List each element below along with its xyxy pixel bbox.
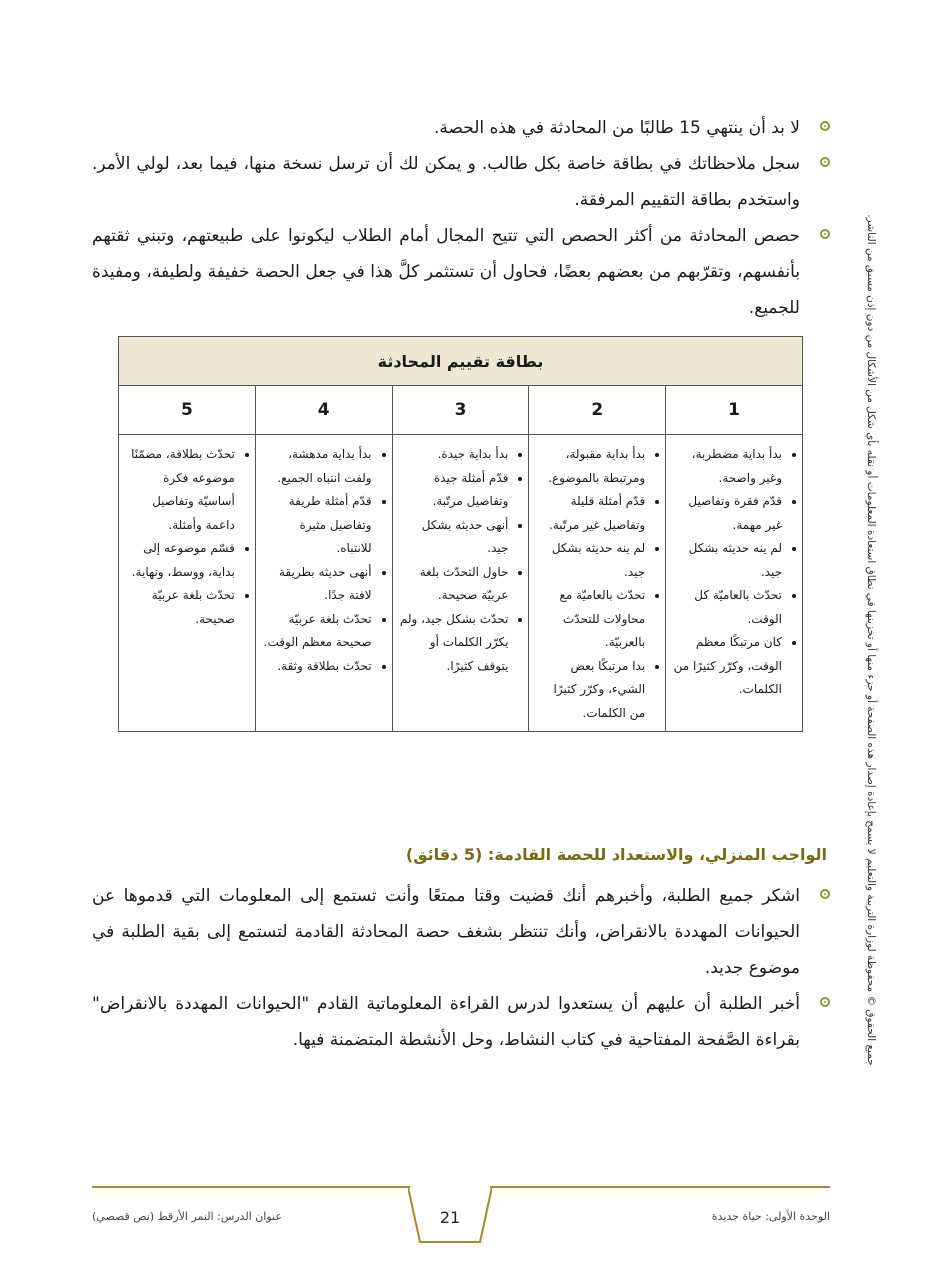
criterion: • تحدّث بالعاميّة مع محاولات للتحدّث بالعربيّة. [535,584,645,655]
intro-bullet: حصص المحادثة من أكثر الحصص التي تتيح المجال أمام الطلاب ليكونوا على طبيعتهم، وتبني ثقتهم بأنفسهم، وتقرّبهم من بعضهم بعضًا، فحاول أن تستثمر كلَّ هذا في جعل الحصة خفيفة ولطيفة، ومفيدة للجميع. [92,218,832,326]
bullet-circle-icon [820,157,830,167]
criterion: • تحدّث بالعاميّة كل الوقت. [672,584,782,631]
criterion: • بدأ بداية مقبولة، ومرتبطة بالموضوع. [535,443,645,490]
homework-bullet: اشكر جميع الطلبة، وأخبرهم أنك قضيت وقتا ممتعًا وأنت تستمع إلى المعلومات التي قدموها عن الحيوانات المهددة بالانقراض، وأنك تنتظر بشغف حصة المحادثة القادمة لتستمع إلى بقية الطلبة في موضوع جديد. [92,878,832,986]
criterion: • لم ينه حديثه بشكل جيد. [535,537,645,584]
criterion: • تحدّث بلغة عربيّة صحيحة معظم الوقت. [262,608,372,655]
footer-line-left [92,1186,410,1188]
criterion: • تحدّث بطلاقة، مضمّنًا موضوعه فكرة أساسيّة وتفاصيل داعمة وأمثلة. [125,443,235,537]
criterion: • بدأ بداية جيدة. [399,443,509,467]
bullet-circle-icon [820,889,830,899]
level-5-header: 5 [119,386,256,435]
level-4-criteria [255,435,392,732]
intro-bullet-list [92,110,832,326]
criterion: • قسّم موضوعه إلى بداية، ووسط، ونهاية. [125,537,235,584]
bullet-circle-icon [820,229,830,239]
card-title: بطاقة تقييم المحادثة [119,337,803,386]
page-number: 21 [439,1208,461,1227]
criterion: • كان مرتبكًا معظم الوقت، وكرّر كثيرًا من الكلمات. [672,631,782,702]
homework-bullet-list [92,878,832,1058]
footer-line-right [490,1186,830,1188]
criterion: • لم ينه حديثه بشكل جيد. [672,537,782,584]
criterion: • قدّم أمثلة جيدة وتفاصيل مرتّبة. [399,467,509,514]
homework-heading: الواجب المنزلي، والاستعداد للحصة القادمة: (5 دقائق) [405,845,827,864]
level-4-header: 4 [255,386,392,435]
bullet-circle-icon [820,997,830,1007]
footer-unit-title: الوحدة الأولى: حياة جديدة [711,1210,830,1223]
level-5-criteria [119,435,256,732]
criterion: • تحدّث بشكل جيد، ولم يكرّر الكلمات أو يتوقف كثيرًا. [399,608,509,679]
level-3-criteria [392,435,529,732]
criterion: • قدّم فقرة وتفاصيل غير مهمة. [672,490,782,537]
criterion: • أنهى حديثه بشكل جيد. [399,514,509,561]
criterion: • حاول التحدّث بلغة عربيّة صحيحة. [399,561,509,608]
intro-bullet: سجل ملاحظاتك في بطاقة خاصة بكل طالب. و يمكن لك أن ترسل نسخة منها، فيما بعد، لولي الأمر. واستخدم بطاقة التقييم المرفقة. [92,146,832,218]
bullet-circle-icon [820,121,830,131]
level-1-criteria [666,435,803,732]
criterion: • بدا مرتبكًا بعض الشيء، وكرّر كثيرًا من الكلمات. [535,655,645,726]
conversation-evaluation-card [118,336,803,732]
copyright-text: جميع الحقوق © محفوظة لوزارة التربية والتعليم لا يسمح بإعادة إصدار هذه الصفحة أو جزء منها أو تخزينها في نطاق استعادة المعلومات أو نقله بأي شكل من الأشكال من دون إذن مسبق من الناشر. [865,214,877,1066]
criterion: • بدأ بداية مضطربة، وغير واضحة. [672,443,782,490]
level-1-header: 1 [666,386,803,435]
criterion: • قدّم أمثلة طريفة وتفاصيل مثيرة للانتباه. [262,490,372,561]
level-2-header: 2 [529,386,666,435]
criterion: • بدأ بداية مدهشة، ولفت انتباه الجميع. [262,443,372,490]
criterion: • تحدّث بلغة عربيّة صحيحة. [125,584,235,631]
level-3-header: 3 [392,386,529,435]
criterion: • أنهى حديثه بطريقة لافتة جدًا. [262,561,372,608]
homework-bullet: أخبر الطلبة أن عليهم أن يستعدوا لدرس القراءة المعلوماتية القادم "الحيوانات المهددة بالانقراض" بقراءة الصَّفحة المفتاحية في كتاب النشاط، وحل الأنشطة المتضمنة فيها. [92,986,832,1058]
copyright-side-note [864,214,878,1066]
intro-bullet: لا بد أن ينتهي 15 طالبًا من المحادثة في هذه الحصة. [92,110,832,146]
criterion: • تحدّث بطلاقة وثقة. [262,655,372,679]
footer-lesson-title: عنوان الدرس: النمر الأرقط (نص قصصي) [92,1210,282,1223]
level-2-criteria [529,435,666,732]
criterion: • قدّم أمثلة قليلة وتفاصيل غير مرتّبة. [535,490,645,537]
